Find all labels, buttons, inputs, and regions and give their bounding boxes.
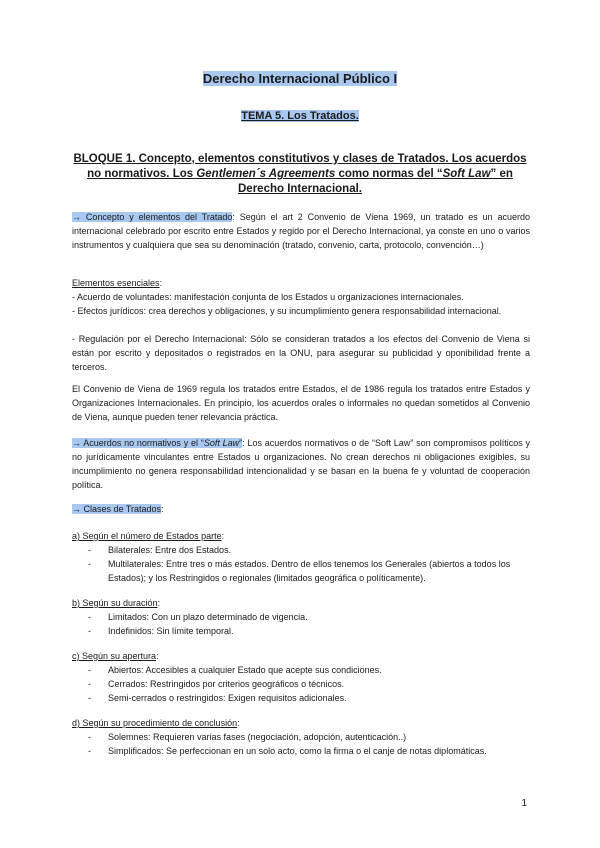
block-heading-italic-soft: Soft Law — [442, 168, 491, 180]
soft-law-heading-part2: ” — [239, 438, 243, 448]
elements-item-1: - Acuerdo de voluntades: manifestación conjunta de los Estados u organizaciones internacionales. — [72, 292, 464, 302]
classes-heading: → Clases de Tratados — [72, 504, 162, 514]
concept-heading: → Concepto y elementos del Tratado — [72, 212, 233, 222]
convention-paragraph: El Convenio de Viena de 1969 regula los tratados entre Estados, el de 1986 regula los tratados entre Estados y Organizaciones Internacionales. En principio, los acuerdos orales o informales no quedan sometidos al Convenio de Viena, aunque pueden tener relevancia práctica. — [72, 384, 530, 422]
topic-title — [0, 110, 600, 122]
list-item: - Limitados: Con un plazo determinado de vigencia. — [88, 610, 528, 624]
soft-law-heading-part1: → Acuerdos no normativos y el “ — [72, 438, 204, 448]
section-c-list — [88, 663, 528, 705]
elements-item-2: - Efectos jurídicos: crea derechos y obligaciones, y su incumplimiento genera responsabilidad internacional. — [72, 306, 502, 316]
list-item: - Cerrados: Restringidos por criterios geográficos o técnicos. — [88, 677, 528, 691]
section-c-heading: c) Según su apertura — [72, 651, 157, 661]
section-d-heading-line — [72, 716, 530, 730]
list-item: - Semi-cerrados o restringidos: Exigen requisitos adicionales. — [88, 691, 528, 705]
page-number: 1 — [521, 798, 527, 809]
list-item: - Multilaterales: Entre tres o más estados. Dentro de ellos tenemos los Generales (abiertos a todos los Estados); y los Restringidos o regionales (limitados geográfica o políticamente). — [88, 557, 528, 585]
soft-law-heading — [72, 438, 242, 448]
block-heading-part2: como normas del “ — [335, 168, 443, 180]
section-d-colon: : — [237, 718, 240, 728]
section-a-colon: : — [221, 531, 225, 541]
section-d-heading: d) Según su procedimiento de conclusión — [72, 718, 238, 728]
concept-paragraph — [72, 210, 530, 252]
classes-heading-line — [72, 502, 530, 516]
soft-law-paragraph — [72, 436, 530, 492]
section-d-list — [88, 730, 528, 758]
list-item: - Bilaterales: Entre dos Estados. — [88, 543, 528, 557]
section-b-list — [88, 610, 528, 638]
section-a-list — [88, 543, 528, 585]
topic-title-text: TEMA 5. Los Tratados. — [241, 110, 359, 122]
classes-heading-colon: : — [161, 504, 164, 514]
list-item: - Solemnes: Requieren varias fases (negociación, adopción, autenticación..) — [88, 730, 528, 744]
block-heading-italic-ga: Gentlemen´s Agreements — [196, 168, 336, 180]
section-b-colon: : — [157, 598, 161, 608]
soft-law-text: : Los acuerdos normativos o de “Soft Law” son compromisos políticos y no jurídicamente vinculantes entre Estados u organizaciones. No crean derechos ni obligaciones exigibles, su incumplimiento no genera responsabilidad intencionalidad y se basan en la buena fe y voluntad de cooperación política. — [72, 438, 531, 490]
elements-heading-line — [72, 276, 530, 290]
block-heading-part3: ” en Derecho Internacional. — [238, 168, 513, 195]
section-a-heading: a) Según el número de Estados parte — [72, 531, 222, 541]
block-heading — [72, 152, 528, 197]
elements-heading: Elementos esenciales — [72, 278, 160, 288]
section-c-heading-line — [72, 649, 530, 663]
list-item: - Abiertos: Accesibles a cualquier Estado que acepte sus condiciones. — [88, 663, 528, 677]
section-b-heading: b) Según su duración — [72, 598, 158, 608]
section-b-heading-line — [72, 596, 530, 610]
elements-item-3: - Regulación por el Derecho Internacional: Sólo se consideran tratados a los efectos del Convenio de Viena si están por escrito y depositados o registrados en la ONU, para asegurar su publicidad y oponibilidad frente a terceros. — [72, 334, 530, 372]
block-heading-part1: BLOQUE 1. Concepto, elementos constitutivos y clases de Tratados. Los acuerdos no normativos. Los — [73, 153, 527, 180]
section-c-colon: : — [156, 651, 159, 661]
document-title-text: Derecho Internacional Público I — [202, 71, 398, 86]
soft-law-heading-italic: Soft Law — [203, 438, 240, 448]
list-item: - Indefinidos: Sin límite temporal. — [88, 624, 528, 638]
list-item: - Simplificados: Se perfeccionan en un solo acto, como la firma o el canje de notas diplomáticas. — [88, 744, 528, 758]
section-a-heading-line — [72, 529, 530, 543]
elements-heading-colon: : — [159, 278, 163, 288]
document-title — [0, 71, 600, 86]
concept-text: : Según el art 2 Convenio de Viena 1969, un tratado es un acuerdo internacional celebrado por escrito entre Estados y regido por el Derecho Internacional, ya conste en uno o varios instrumentos y cualquiera que sea su denominación (tratado, convenio, carta, protocolo, convención…) — [72, 212, 530, 250]
